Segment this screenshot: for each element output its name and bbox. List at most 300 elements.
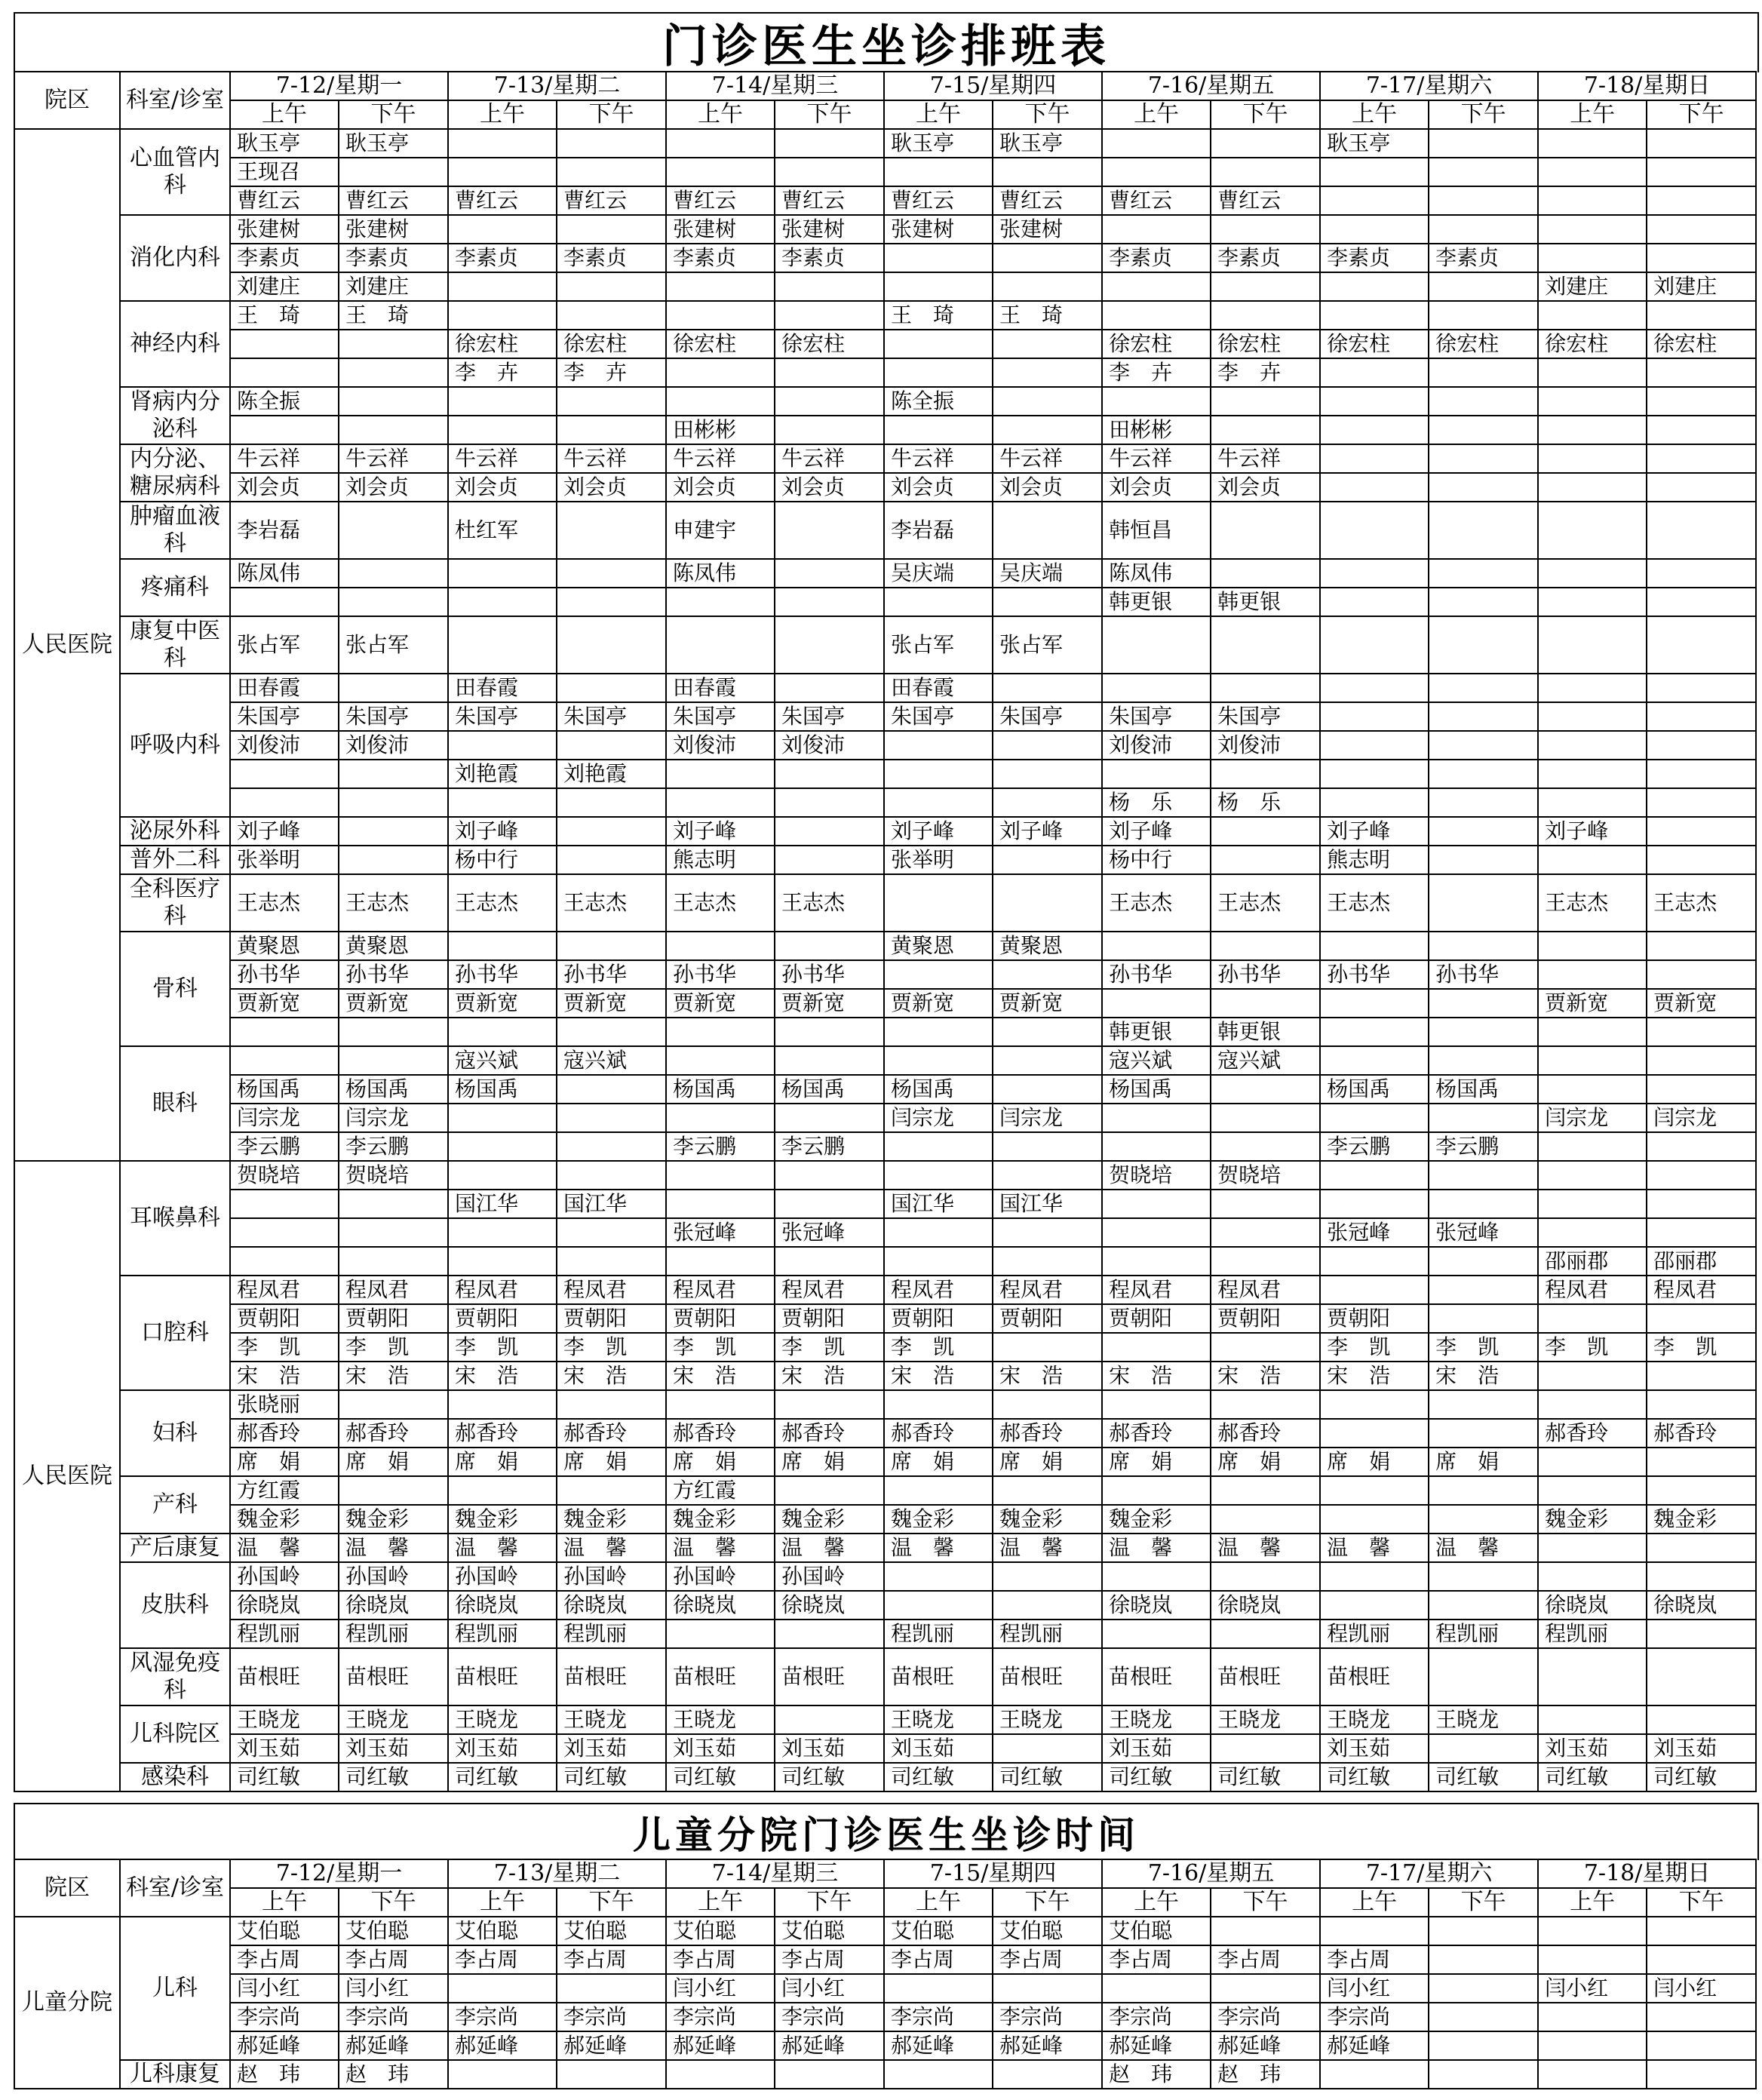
- doctor-cell: 邵丽郡: [1538, 1247, 1647, 1276]
- doctor-cell: [1320, 186, 1429, 215]
- doctor-cell: 刘俊沛: [1102, 731, 1211, 760]
- header-area: 院区: [14, 72, 120, 129]
- doctor-cell: 王晓龙: [1429, 1705, 1538, 1734]
- doctor-cell: [775, 1620, 884, 1648]
- doctor-cell: [993, 244, 1102, 272]
- doctor-cell: 王志杰: [775, 874, 884, 932]
- doctor-cell: [1211, 1734, 1320, 1763]
- doctor-cell: [557, 788, 666, 817]
- doctor-cell: [666, 358, 775, 387]
- doctor-cell: 孙书华: [1429, 960, 1538, 989]
- doctor-cell: [1538, 1648, 1647, 1705]
- hospital-area: 人民医院: [14, 1161, 120, 1791]
- doctor-cell: [1320, 932, 1429, 960]
- doctor-cell: [230, 1046, 339, 1075]
- doctor-cell: 牛云祥: [448, 444, 557, 473]
- doctor-cell: [666, 1247, 775, 1276]
- doctor-cell: [1647, 215, 1756, 244]
- doctor-cell: 苗根旺: [884, 1648, 993, 1705]
- doctor-cell: [1647, 788, 1756, 817]
- doctor-cell: 寇兴斌: [1211, 1046, 1320, 1075]
- department-name: 感染科: [120, 1763, 230, 1791]
- doctor-cell: [1211, 817, 1320, 846]
- doctor-cell: 艾伯聪: [339, 1917, 448, 1945]
- doctor-cell: 席 娟: [339, 1448, 448, 1476]
- doctor-cell: [557, 387, 666, 416]
- doctor-cell: [1538, 731, 1647, 760]
- schedule-row: [14, 1505, 1756, 1534]
- doctor-cell: 郝香玲: [775, 1419, 884, 1448]
- doctor-cell: [775, 301, 884, 330]
- doctor-cell: 郝延峰: [993, 2031, 1102, 2060]
- doctor-cell: [1647, 416, 1756, 444]
- doctor-cell: [1429, 301, 1538, 330]
- header-pm: 下午: [1429, 100, 1538, 129]
- doctor-cell: [1102, 215, 1211, 244]
- doctor-cell: 张建树: [230, 215, 339, 244]
- doctor-cell: [1538, 1018, 1647, 1046]
- doctor-cell: 贾新宽: [1647, 989, 1756, 1018]
- doctor-cell: [339, 1018, 448, 1046]
- doctor-cell: [993, 1333, 1102, 1362]
- doctor-cell: [1538, 473, 1647, 502]
- doctor-cell: 孙书华: [1211, 960, 1320, 989]
- doctor-cell: 郝延峰: [339, 2031, 448, 2060]
- schedule-row: [14, 616, 1756, 674]
- schedule-table: [14, 71, 1757, 1792]
- doctor-cell: [666, 272, 775, 301]
- doctor-cell: 司红敏: [993, 1763, 1102, 1791]
- doctor-cell: [1538, 1945, 1647, 1974]
- doctor-cell: [1320, 272, 1429, 301]
- department-name: 康复中医科: [120, 616, 230, 674]
- doctor-cell: 朱国亭: [448, 702, 557, 731]
- doctor-cell: 曹红云: [230, 186, 339, 215]
- doctor-cell: 张举明: [884, 846, 993, 874]
- doctor-cell: 苗根旺: [230, 1648, 339, 1705]
- doctor-cell: [1102, 387, 1211, 416]
- schedule-row: [14, 1390, 1756, 1419]
- doctor-cell: 郝香玲: [993, 1419, 1102, 1448]
- doctor-cell: [1320, 1018, 1429, 1046]
- doctor-cell: 田春霞: [448, 674, 557, 702]
- doctor-cell: 王晓龙: [1102, 1705, 1211, 1734]
- doctor-cell: 艾伯聪: [557, 1917, 666, 1945]
- doctor-cell: [1538, 2031, 1647, 2060]
- doctor-cell: [1429, 731, 1538, 760]
- hospital-area: 儿童分院: [14, 1917, 120, 2089]
- doctor-cell: [1320, 1190, 1429, 1218]
- page-title: 门诊医生坐诊排班表: [14, 12, 1759, 72]
- doctor-cell: [1647, 158, 1756, 186]
- doctor-cell: [339, 559, 448, 588]
- doctor-cell: [1647, 473, 1756, 502]
- schedule-row: [14, 301, 1756, 330]
- doctor-cell: [1538, 1046, 1647, 1075]
- doctor-cell: 徐宏柱: [666, 330, 775, 358]
- doctor-cell: 席 娟: [884, 1448, 993, 1476]
- doctor-cell: 田春霞: [666, 674, 775, 702]
- doctor-cell: 孙书华: [448, 960, 557, 989]
- doctor-cell: [1429, 2003, 1538, 2031]
- doctor-cell: 刘俊沛: [1211, 731, 1320, 760]
- doctor-cell: [339, 502, 448, 559]
- doctor-cell: 艾伯聪: [230, 1917, 339, 1945]
- doctor-cell: 孙国岭: [666, 1562, 775, 1591]
- doctor-cell: [1429, 588, 1538, 616]
- doctor-cell: [1429, 1974, 1538, 2003]
- doctor-cell: 邵丽郡: [1647, 1247, 1756, 1276]
- doctor-cell: [1211, 559, 1320, 588]
- header-date: 7-13/星期二: [448, 1859, 666, 1888]
- department-name: 耳喉鼻科: [120, 1161, 230, 1276]
- doctor-cell: 闫小红: [775, 1974, 884, 2003]
- doctor-cell: 闫宗龙: [230, 1104, 339, 1132]
- doctor-cell: 郝香玲: [1538, 1419, 1647, 1448]
- doctor-cell: 熊志明: [666, 846, 775, 874]
- doctor-cell: 国江华: [993, 1190, 1102, 1218]
- doctor-cell: [1647, 1190, 1756, 1218]
- department-name: 内分泌、糖尿病科: [120, 444, 230, 502]
- doctor-cell: [1211, 846, 1320, 874]
- doctor-cell: 徐宏柱: [557, 330, 666, 358]
- doctor-cell: [339, 158, 448, 186]
- doctor-cell: [557, 1018, 666, 1046]
- doctor-cell: [884, 1046, 993, 1075]
- doctor-cell: 李云鹏: [1320, 1132, 1429, 1161]
- doctor-cell: 刘建庄: [1647, 272, 1756, 301]
- doctor-cell: 田彬彬: [1102, 416, 1211, 444]
- doctor-cell: 张冠峰: [1429, 1218, 1538, 1247]
- doctor-cell: 苗根旺: [448, 1648, 557, 1705]
- doctor-cell: [1647, 559, 1756, 588]
- doctor-cell: [230, 416, 339, 444]
- doctor-cell: 席 娟: [1429, 1448, 1538, 1476]
- doctor-cell: 贾朝阳: [230, 1304, 339, 1333]
- doctor-cell: [1538, 1362, 1647, 1390]
- doctor-cell: [884, 1161, 993, 1190]
- doctor-cell: [1320, 788, 1429, 817]
- doctor-cell: [557, 588, 666, 616]
- doctor-cell: 程凯丽: [230, 1620, 339, 1648]
- doctor-cell: [1538, 1075, 1647, 1104]
- doctor-cell: [993, 846, 1102, 874]
- doctor-cell: 李宗尚: [1320, 2003, 1429, 2031]
- doctor-cell: [1538, 788, 1647, 817]
- header-date: 7-18/星期日: [1538, 72, 1756, 100]
- doctor-cell: 韩更银: [1102, 1018, 1211, 1046]
- schedule-row: [14, 817, 1756, 846]
- doctor-cell: 牛云祥: [557, 444, 666, 473]
- doctor-cell: [993, 1046, 1102, 1075]
- doctor-cell: 席 娟: [666, 1448, 775, 1476]
- doctor-cell: [448, 416, 557, 444]
- doctor-cell: 贾朝阳: [448, 1304, 557, 1333]
- doctor-cell: 朱国亭: [775, 702, 884, 731]
- doctor-cell: [1429, 1562, 1538, 1591]
- header-date: 7-15/星期四: [884, 1859, 1102, 1888]
- doctor-cell: 刘会贞: [1102, 473, 1211, 502]
- doctor-cell: 苗根旺: [775, 1648, 884, 1705]
- doctor-cell: 李岩磊: [230, 502, 339, 559]
- doctor-cell: 徐宏柱: [1211, 330, 1320, 358]
- schedule-row: [14, 1534, 1756, 1562]
- doctor-cell: [1647, 1648, 1756, 1705]
- doctor-cell: [1320, 702, 1429, 731]
- doctor-cell: 程凯丽: [884, 1620, 993, 1648]
- doctor-cell: [1538, 1218, 1647, 1247]
- doctor-cell: [339, 416, 448, 444]
- doctor-cell: [339, 588, 448, 616]
- department-name: 肾病内分泌科: [120, 387, 230, 444]
- doctor-cell: 闫宗龙: [1538, 1104, 1647, 1132]
- doctor-cell: [1429, 129, 1538, 158]
- doctor-cell: 李素贞: [1102, 244, 1211, 272]
- doctor-cell: [666, 301, 775, 330]
- doctor-cell: [1538, 1448, 1647, 1476]
- doctor-cell: [1211, 616, 1320, 674]
- doctor-cell: 黄聚恩: [230, 932, 339, 960]
- doctor-cell: 宋 浩: [666, 1362, 775, 1390]
- doctor-cell: [1538, 1476, 1647, 1505]
- doctor-cell: [884, 330, 993, 358]
- doctor-cell: [1538, 616, 1647, 674]
- doctor-cell: [1538, 387, 1647, 416]
- doctor-cell: [1320, 731, 1429, 760]
- doctor-cell: [448, 588, 557, 616]
- doctor-cell: [557, 1247, 666, 1276]
- doctor-cell: [448, 1218, 557, 1247]
- schedule-row: [14, 960, 1756, 989]
- doctor-cell: 张举明: [230, 846, 339, 874]
- department-name: 泌尿外科: [120, 817, 230, 846]
- doctor-cell: 孙国岭: [339, 1562, 448, 1591]
- header-date: 7-17/星期六: [1320, 1859, 1538, 1888]
- doctor-cell: 赵 玮: [339, 2060, 448, 2089]
- doctor-cell: [993, 1734, 1102, 1763]
- doctor-cell: 司红敏: [339, 1763, 448, 1791]
- doctor-cell: [1429, 158, 1538, 186]
- schedule-row: [14, 272, 1756, 301]
- doctor-cell: 李 凯: [775, 1333, 884, 1362]
- doctor-cell: 牛云祥: [230, 444, 339, 473]
- doctor-cell: 牛云祥: [775, 444, 884, 473]
- doctor-cell: 郝延峰: [1102, 2031, 1211, 2060]
- doctor-cell: [1647, 1161, 1756, 1190]
- doctor-cell: [1429, 1419, 1538, 1448]
- doctor-cell: [993, 760, 1102, 788]
- doctor-cell: [884, 244, 993, 272]
- doctor-cell: [1211, 1247, 1320, 1276]
- doctor-cell: [1647, 2003, 1756, 2031]
- doctor-cell: [230, 330, 339, 358]
- schedule-row: [14, 1218, 1756, 1247]
- doctor-cell: [1102, 1333, 1211, 1362]
- doctor-cell: 刘玉茹: [339, 1734, 448, 1763]
- doctor-cell: 李素贞: [339, 244, 448, 272]
- doctor-cell: [1211, 158, 1320, 186]
- doctor-cell: [1429, 616, 1538, 674]
- doctor-cell: 李云鹏: [775, 1132, 884, 1161]
- doctor-cell: [775, 1046, 884, 1075]
- doctor-cell: 王 琦: [993, 301, 1102, 330]
- doctor-cell: 朱国亭: [339, 702, 448, 731]
- doctor-cell: [1538, 1390, 1647, 1419]
- doctor-cell: [775, 358, 884, 387]
- doctor-cell: [1102, 1247, 1211, 1276]
- doctor-cell: [1538, 1562, 1647, 1591]
- header-pm: 下午: [339, 1888, 448, 1917]
- doctor-cell: 魏金彩: [1538, 1505, 1647, 1534]
- doctor-cell: 刘子峰: [230, 817, 339, 846]
- doctor-cell: [1320, 760, 1429, 788]
- doctor-cell: 刘会贞: [993, 473, 1102, 502]
- department-name: 眼科: [120, 1046, 230, 1161]
- doctor-cell: [1102, 158, 1211, 186]
- doctor-cell: 杨国禹: [448, 1075, 557, 1104]
- doctor-cell: 王志杰: [557, 874, 666, 932]
- doctor-cell: [1102, 1104, 1211, 1132]
- header-pm: 下午: [1647, 1888, 1756, 1917]
- doctor-cell: 魏金彩: [1102, 1505, 1211, 1534]
- doctor-cell: 曹红云: [1102, 186, 1211, 215]
- doctor-cell: 黄聚恩: [884, 932, 993, 960]
- schedule-row: [14, 1620, 1756, 1648]
- doctor-cell: 李 凯: [448, 1333, 557, 1362]
- doctor-cell: 程凯丽: [557, 1620, 666, 1648]
- doctor-cell: 李云鹏: [1429, 1132, 1538, 1161]
- doctor-cell: [1102, 1476, 1211, 1505]
- doctor-cell: 李云鹏: [666, 1132, 775, 1161]
- doctor-cell: 王现召: [230, 158, 339, 186]
- doctor-cell: [993, 1132, 1102, 1161]
- doctor-cell: [1647, 1018, 1756, 1046]
- department-name: 口腔科: [120, 1276, 230, 1390]
- doctor-cell: [1429, 1505, 1538, 1534]
- doctor-cell: [1429, 788, 1538, 817]
- doctor-cell: [775, 616, 884, 674]
- doctor-cell: 魏金彩: [1647, 1505, 1756, 1534]
- doctor-cell: 程凯丽: [993, 1620, 1102, 1648]
- doctor-cell: 孙国岭: [557, 1562, 666, 1591]
- doctor-cell: 司红敏: [1102, 1763, 1211, 1791]
- doctor-cell: [666, 158, 775, 186]
- doctor-cell: [557, 215, 666, 244]
- doctor-cell: 贾新宽: [993, 989, 1102, 1018]
- doctor-cell: 曹红云: [993, 186, 1102, 215]
- doctor-cell: 刘会贞: [775, 473, 884, 502]
- doctor-cell: [557, 416, 666, 444]
- header-pm: 下午: [339, 100, 448, 129]
- doctor-cell: 席 娟: [230, 1448, 339, 1476]
- doctor-cell: [1320, 989, 1429, 1018]
- doctor-cell: [1647, 1075, 1756, 1104]
- doctor-cell: [775, 932, 884, 960]
- doctor-cell: [230, 788, 339, 817]
- doctor-cell: [1647, 846, 1756, 874]
- doctor-cell: [1538, 301, 1647, 330]
- doctor-cell: [557, 731, 666, 760]
- doctor-cell: 程凤君: [775, 1276, 884, 1304]
- doctor-cell: 艾伯聪: [1102, 1917, 1211, 1945]
- doctor-cell: [1429, 702, 1538, 731]
- doctor-cell: [1538, 2060, 1647, 2089]
- doctor-cell: 刘子峰: [1538, 817, 1647, 846]
- doctor-cell: 王晓龙: [666, 1705, 775, 1734]
- doctor-cell: 艾伯聪: [993, 1917, 1102, 1945]
- doctor-cell: [775, 2060, 884, 2089]
- header-area: 院区: [14, 1859, 120, 1917]
- doctor-cell: [1538, 502, 1647, 559]
- doctor-cell: 李岩磊: [884, 502, 993, 559]
- doctor-cell: [339, 1390, 448, 1419]
- doctor-cell: [1429, 874, 1538, 932]
- doctor-cell: [1320, 1046, 1429, 1075]
- doctor-cell: [448, 1018, 557, 1046]
- header-am: 上午: [230, 100, 339, 129]
- header-date: 7-16/星期五: [1102, 72, 1320, 100]
- doctor-cell: 朱国亭: [557, 702, 666, 731]
- doctor-cell: 张建树: [775, 215, 884, 244]
- doctor-cell: 杨国禹: [1429, 1075, 1538, 1104]
- doctor-cell: [884, 158, 993, 186]
- doctor-cell: 魏金彩: [884, 1505, 993, 1534]
- doctor-cell: 刘子峰: [448, 817, 557, 846]
- doctor-cell: 牛云祥: [666, 444, 775, 473]
- doctor-cell: [884, 1591, 993, 1620]
- doctor-cell: [1211, 1333, 1320, 1362]
- schedule-row: [14, 588, 1756, 616]
- doctor-cell: [1429, 1304, 1538, 1333]
- doctor-cell: 田春霞: [230, 674, 339, 702]
- doctor-cell: 耿玉亭: [993, 129, 1102, 158]
- doctor-cell: [775, 817, 884, 846]
- doctor-cell: [775, 1247, 884, 1276]
- doctor-cell: [1647, 616, 1756, 674]
- doctor-cell: 李素贞: [448, 244, 557, 272]
- doctor-cell: [1538, 244, 1647, 272]
- doctor-cell: [993, 1161, 1102, 1190]
- schedule-row: [14, 1161, 1756, 1190]
- doctor-cell: 司红敏: [1429, 1763, 1538, 1791]
- doctor-cell: 贾新宽: [1538, 989, 1647, 1018]
- doctor-cell: [775, 1018, 884, 1046]
- schedule-row: [14, 1705, 1756, 1734]
- doctor-cell: [1102, 1190, 1211, 1218]
- doctor-cell: [1429, 1161, 1538, 1190]
- doctor-cell: [1647, 2060, 1756, 2089]
- schedule-row: [14, 1476, 1756, 1505]
- doctor-cell: [1538, 702, 1647, 731]
- schedule-row: [14, 1648, 1756, 1705]
- doctor-cell: 张晓丽: [230, 1390, 339, 1419]
- doctor-cell: [884, 788, 993, 817]
- doctor-cell: 程凤君: [666, 1276, 775, 1304]
- doctor-cell: 李 凯: [1538, 1333, 1647, 1362]
- doctor-cell: [884, 272, 993, 301]
- doctor-cell: [1538, 1190, 1647, 1218]
- schedule-row: [14, 129, 1756, 158]
- header-am: 上午: [884, 1888, 993, 1917]
- department-name: 呼吸内科: [120, 674, 230, 817]
- doctor-cell: [884, 1132, 993, 1161]
- doctor-cell: 郝延峰: [1211, 2031, 1320, 2060]
- doctor-cell: 李素贞: [1320, 244, 1429, 272]
- doctor-cell: 赵 玮: [1211, 2060, 1320, 2089]
- department-name: 儿科康复: [120, 2060, 230, 2089]
- doctor-cell: 王晓龙: [1211, 1705, 1320, 1734]
- doctor-cell: 郝香玲: [230, 1419, 339, 1448]
